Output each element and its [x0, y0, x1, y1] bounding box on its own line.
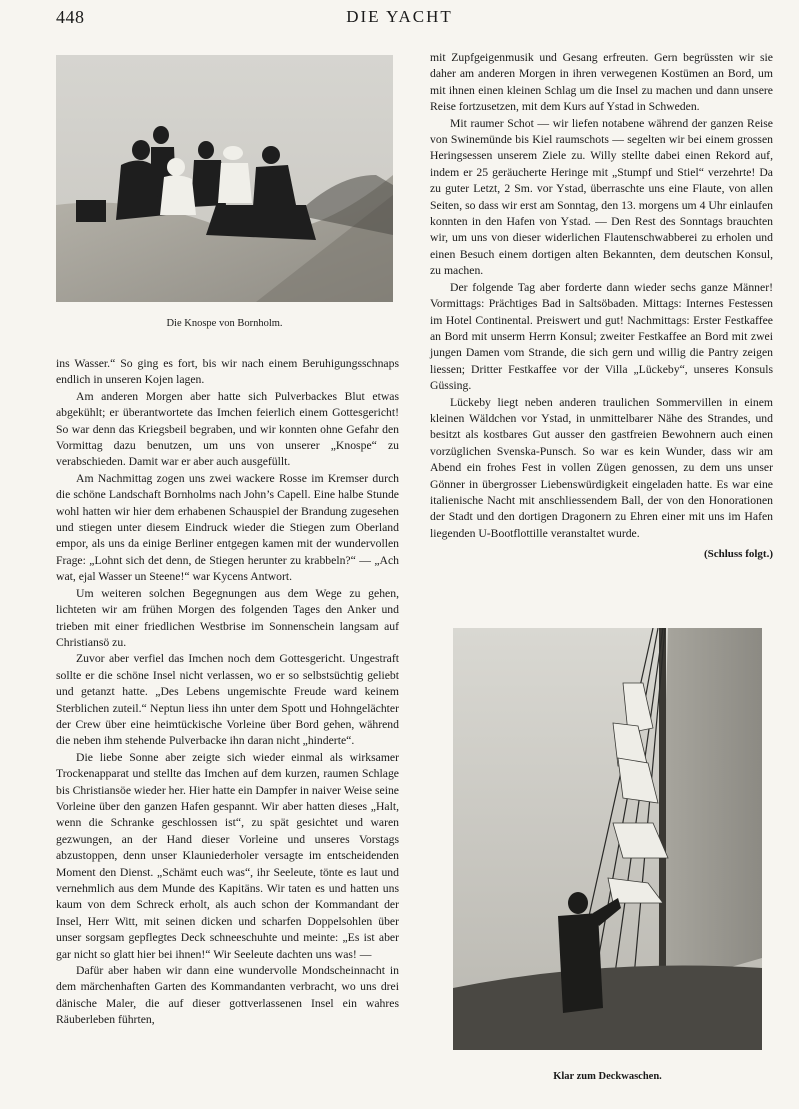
- left-paragraph-4: Um weiteren solchen Begegnungen aus dem Wege zu gehen, lichteten wir am frühen Morgen des folgenden Tages den Anker und trieben mit einer friedlichen Westbrise im Sonnenschein langsam auf Christiansö zu.: [56, 586, 399, 649]
- left-paragraph-3: Am Nachmittag zogen uns zwei wackere Rosse im Kremser durch die schöne Landschaft Bornholms nach John’s Capell. Eine halbe Stunde wohl hatten wir hier dem erhabenen Schauspiel der Brandung zugesehen und stiegen unter diesem Eindruck wieder die Stiegen zum Oberland empor, als uns da einige Berliner entgegen kamen mit der wundervollen Frage: „Lohnt sich det denn, de Stiegen herunter zu krabbeln?“ — „Ach wat, ejal Wasser un Steene!“ war Kycens Antwort.: [56, 471, 399, 584]
- left-paragraph-7: Dafür aber haben wir dann eine wundervolle Mondscheinnacht in dem märchenhaften Garten des Kommandanten verbracht, wo uns drei dänische Maler, die auf dieser gottverlassenen Insel ein wahres Räuberleben führten,: [56, 964, 399, 1027]
- photo-sailors-mast: [453, 628, 762, 1050]
- journal-title: DIE YACHT: [346, 7, 453, 26]
- left-column: [56, 356, 399, 1029]
- right-paragraph-4: Lückeby liegt neben anderen traulichen Sommervillen in einem kleinen Wäldchen vor Ystad, in unmittelbarer Nähe des Strandes, und besitzt als kostbares Gut ausser den gastfreien Bewohnern auch einen vorzüglichen Svenska-Punsch. So war es kein Wunder, dass wir am Abend ein frohes Fest in vollen Zügen genossen, zu dem uns unser Gönner in übergrosser Liebenswürdigkeit eingeladen hatte. Es war eine italienische Nacht mit anschliessendem Ball, der von den Honorationen der Stadt und den dortigen Dragonern zu Ehren einer mit uns im Hafen liegenden U-Bootflottille veranstaltet wurde.: [430, 395, 773, 540]
- sailors-mast-image: [453, 628, 762, 1050]
- left-paragraph-2: Am anderen Morgen aber hatte sich Pulverbackes Blut etwas abgekühlt; er überantwortete das Imchen feierlich einem Gottesgericht! So war denn das Kriegsbeil begraben, und wir konnten ohne Gefahr den Vormittag dazu benutzen, um uns von unserer „Knospe“ zu verabschieden. Damit war er aber auch ausgefüllt.: [56, 389, 399, 469]
- photo2-caption: Klar zum Deckwaschen.: [553, 1071, 662, 1082]
- left-paragraph-5: Zuvor aber verfiel das Imchen noch dem Gottesgericht. Ungestraft sollte er die schöne Insel nicht verlassen, wo er so selbstsüchtig geliebt und getanzt hatte. „Des Lebens ungemischte Freude ward keinem Sterblichen zuteil.“ Neptun liess ihn unter dem Spott und Hohngelächter der Crew über eine heimtückische Vorleine über Bord gehen, während die neben ihm stehende Pulverbacke ihn daran nicht „hinderte“.: [56, 652, 399, 748]
- photo-beach-group: [56, 55, 393, 302]
- page-number: 448: [56, 7, 85, 27]
- right-paragraph-1: mit Zupfgeigenmusik und Gesang erfreuten. Gern begrüssten wir sie daher am anderen Morgen in ihren verwegenen Kostümen an Bord, um mit ihnen einen kleinen Schlag um die Insel zu machen und dann unsere Reise fortzusetzen, mit dem Kurs auf Ystad in Schweden.: [430, 51, 773, 114]
- right-column: [430, 50, 773, 563]
- left-paragraph-6: Die liebe Sonne aber zeigte sich wieder einmal als wirksamer Trockenapparat und stellte das Imchen auf dem kurzen, raumen Schlage bis Christiansöe wieder her. Hier hatte ein Dampfer in naiver Weise seine Vorleine über den ganzen Hafen gespannt. Wir aber hatten dieses „Halt, wenn die Schranke geschlossen ist“, zu spät gesichtet und waren gezwungen, an der Hand dieser Vorleine und unseres Vorstags abzustoppen, denn unser Klauniederholer versagte im entscheidenden Moment den Dienst. „Schämt euch was“, ihr Seeleute, tönte es laut und vernehmlich aus dem Munde des Kapitäns. Wir taten es und hatten uns kaum von dem Schreck erholt, als auch schon der Kommandant der Insel, Herr Witt, mit seinen dicken und scharfen Doppelsohlen über unser sorgsam gepflegtes Deck schneeschuhte und meinte: „Es ist aber gar nicht so glatt hier bei ihnen!“ Wir Seeleute dachten uns was! —: [56, 750, 399, 961]
- right-paragraph-2: Mit raumer Schot — wir liefen notabene während der ganzen Reise von Swinemünde bis Kiel raumschots — segelten wir bei einem grossen Heringsessen unserem Ziele zu. Willy stellte dabei einen Rekord auf, indem er 25 geräucherte Heringe mit „Stumpf und Stiel“ verzehrte! Da zu guter Letzt, 2 Sm. vor Ystad, überraschte uns eine Flaute, von allen Seiten, so dass wir erst am Sonntag, den 13. morgens um 4 Uhr einlaufen konnten in den Hafen von Ystad. — Den Rest des Sonntags brauchten wir, um uns von dieser widerlichen Flautenschwabberei zu erholen und einen Besuch einem dortigen alten Bekannten, dem deutschen Konsul, zu machen.: [430, 116, 773, 278]
- right-paragraph-3: Der folgende Tag aber forderte dann wieder sechs ganze Männer! Vormittags: Prächtiges Bad in Saltsöbaden. Mittags: Internes Festessen im Hotel Continental. Preiswert und gut! Nachmittags: Erster Festkaffee an Bord mit unserm Herrn Konsul; zweiter Festkaffee an Bord mit zwei jungen Damen vom Strande, die sich gern und willig die Pantry zeigen liessen; Dritter Festkaffee vor der Villa „Lückeby“, unseres Konsuls Güssing.: [430, 280, 773, 393]
- beach-group-image: [56, 55, 393, 302]
- closing-note: (Schluss folgt.): [703, 548, 773, 561]
- photo1-caption: Die Knospe von Bornholm.: [166, 318, 283, 329]
- left-paragraph-1: ins Wasser.“ So ging es fort, bis wir nach einem Beruhigungsschnaps endlich in unseren Kojen lagen.: [56, 357, 399, 387]
